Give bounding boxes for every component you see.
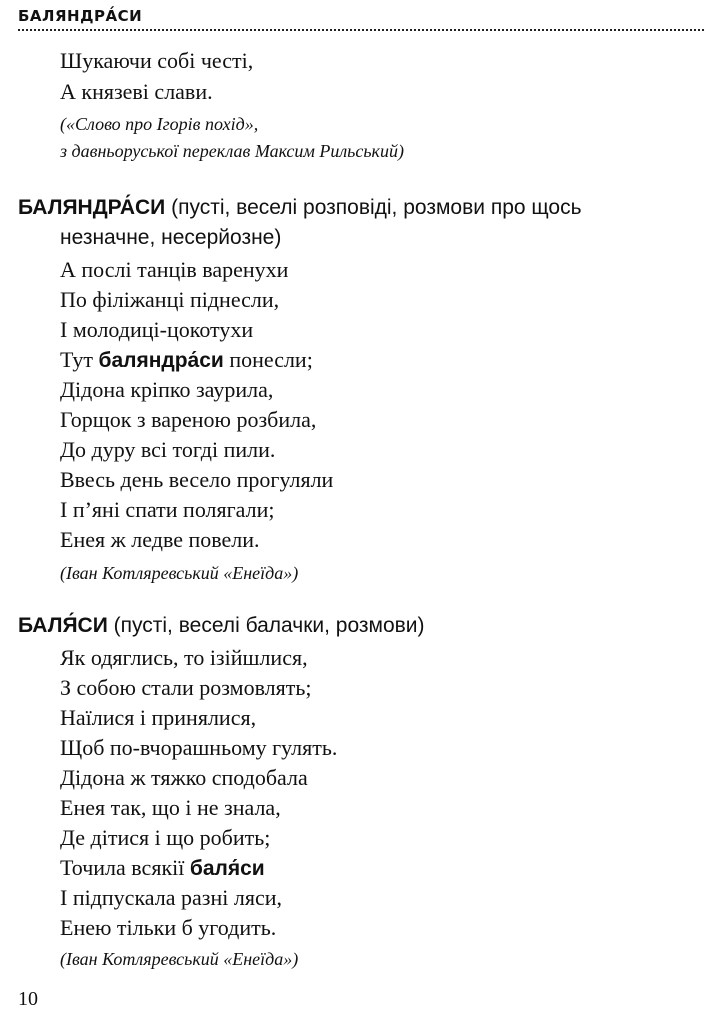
- highlighted-word: баля́си: [189, 857, 265, 880]
- verse-line: Наїлися і принялися,: [60, 705, 257, 730]
- verse-line: Енею тільки б угодить.: [60, 915, 277, 940]
- verse-text: Тут: [60, 347, 99, 372]
- page-number: 10: [18, 988, 38, 1010]
- verse-line: Горщок з вареною розбила,: [60, 407, 317, 432]
- definition: (пусті, веселі розповіді, розмови про щось: [165, 196, 582, 219]
- verse-line: А послі танців варенухи: [60, 257, 289, 282]
- source-citation: з давньоруської переклав Максим Рильський): [60, 141, 404, 161]
- verse-text: Точила всякії: [60, 855, 190, 880]
- source-citation: (Іван Котляревський «Енеїда»): [60, 949, 299, 969]
- verse-line: І молодиці-цокотухи: [60, 317, 254, 342]
- verse-line: Щоб по-вчорашньому гулять.: [60, 735, 338, 760]
- highlighted-word: баляндра́си: [98, 349, 224, 372]
- verse-line: Дідона кріпко заурила,: [60, 377, 274, 402]
- verse-line: По філіжанці піднесли,: [60, 287, 280, 312]
- source-citation: («Слово про Ігорів похід»,: [60, 114, 259, 134]
- definition-continuation: незначне, несерйозне): [60, 226, 282, 249]
- verse-line: Дідона ж тяжко сподобала: [60, 765, 308, 790]
- running-head: БАЛЯНДРА́СИ: [18, 7, 704, 31]
- verse-line: Енея ж ледве повели.: [60, 527, 260, 552]
- source-citation: (Іван Котляревський «Енеїда»): [60, 563, 299, 583]
- verse-line: Де дітися і що робить;: [60, 825, 271, 850]
- verse-line: І п’яні спати полягали;: [60, 497, 275, 522]
- verse-line: Як одяглись, то ізійшлися,: [60, 645, 308, 670]
- verse-line: До дуру всі тогді пили.: [60, 437, 276, 462]
- verse-line: З собою стали розмовлять;: [60, 675, 312, 700]
- verse-text: понесли;: [223, 347, 313, 372]
- verse-line: Шукаючи собі честі,: [60, 48, 254, 73]
- dictionary-entry: [18, 193, 582, 223]
- definition: (пусті, веселі балачки, розмови): [107, 614, 425, 637]
- verse-line: [60, 853, 265, 884]
- headword: БАЛЯНДРА́СИ: [18, 196, 166, 219]
- dictionary-entry: [18, 611, 425, 641]
- verse-line: [60, 345, 313, 376]
- verse-line: А князеві слави.: [60, 79, 213, 104]
- headword: БАЛЯ́СИ: [18, 614, 108, 637]
- verse-line: І підпускала разні ляси,: [60, 885, 282, 910]
- verse-line: Енея так, що і не знала,: [60, 795, 281, 820]
- verse-line: Ввесь день весело прогуляли: [60, 467, 334, 492]
